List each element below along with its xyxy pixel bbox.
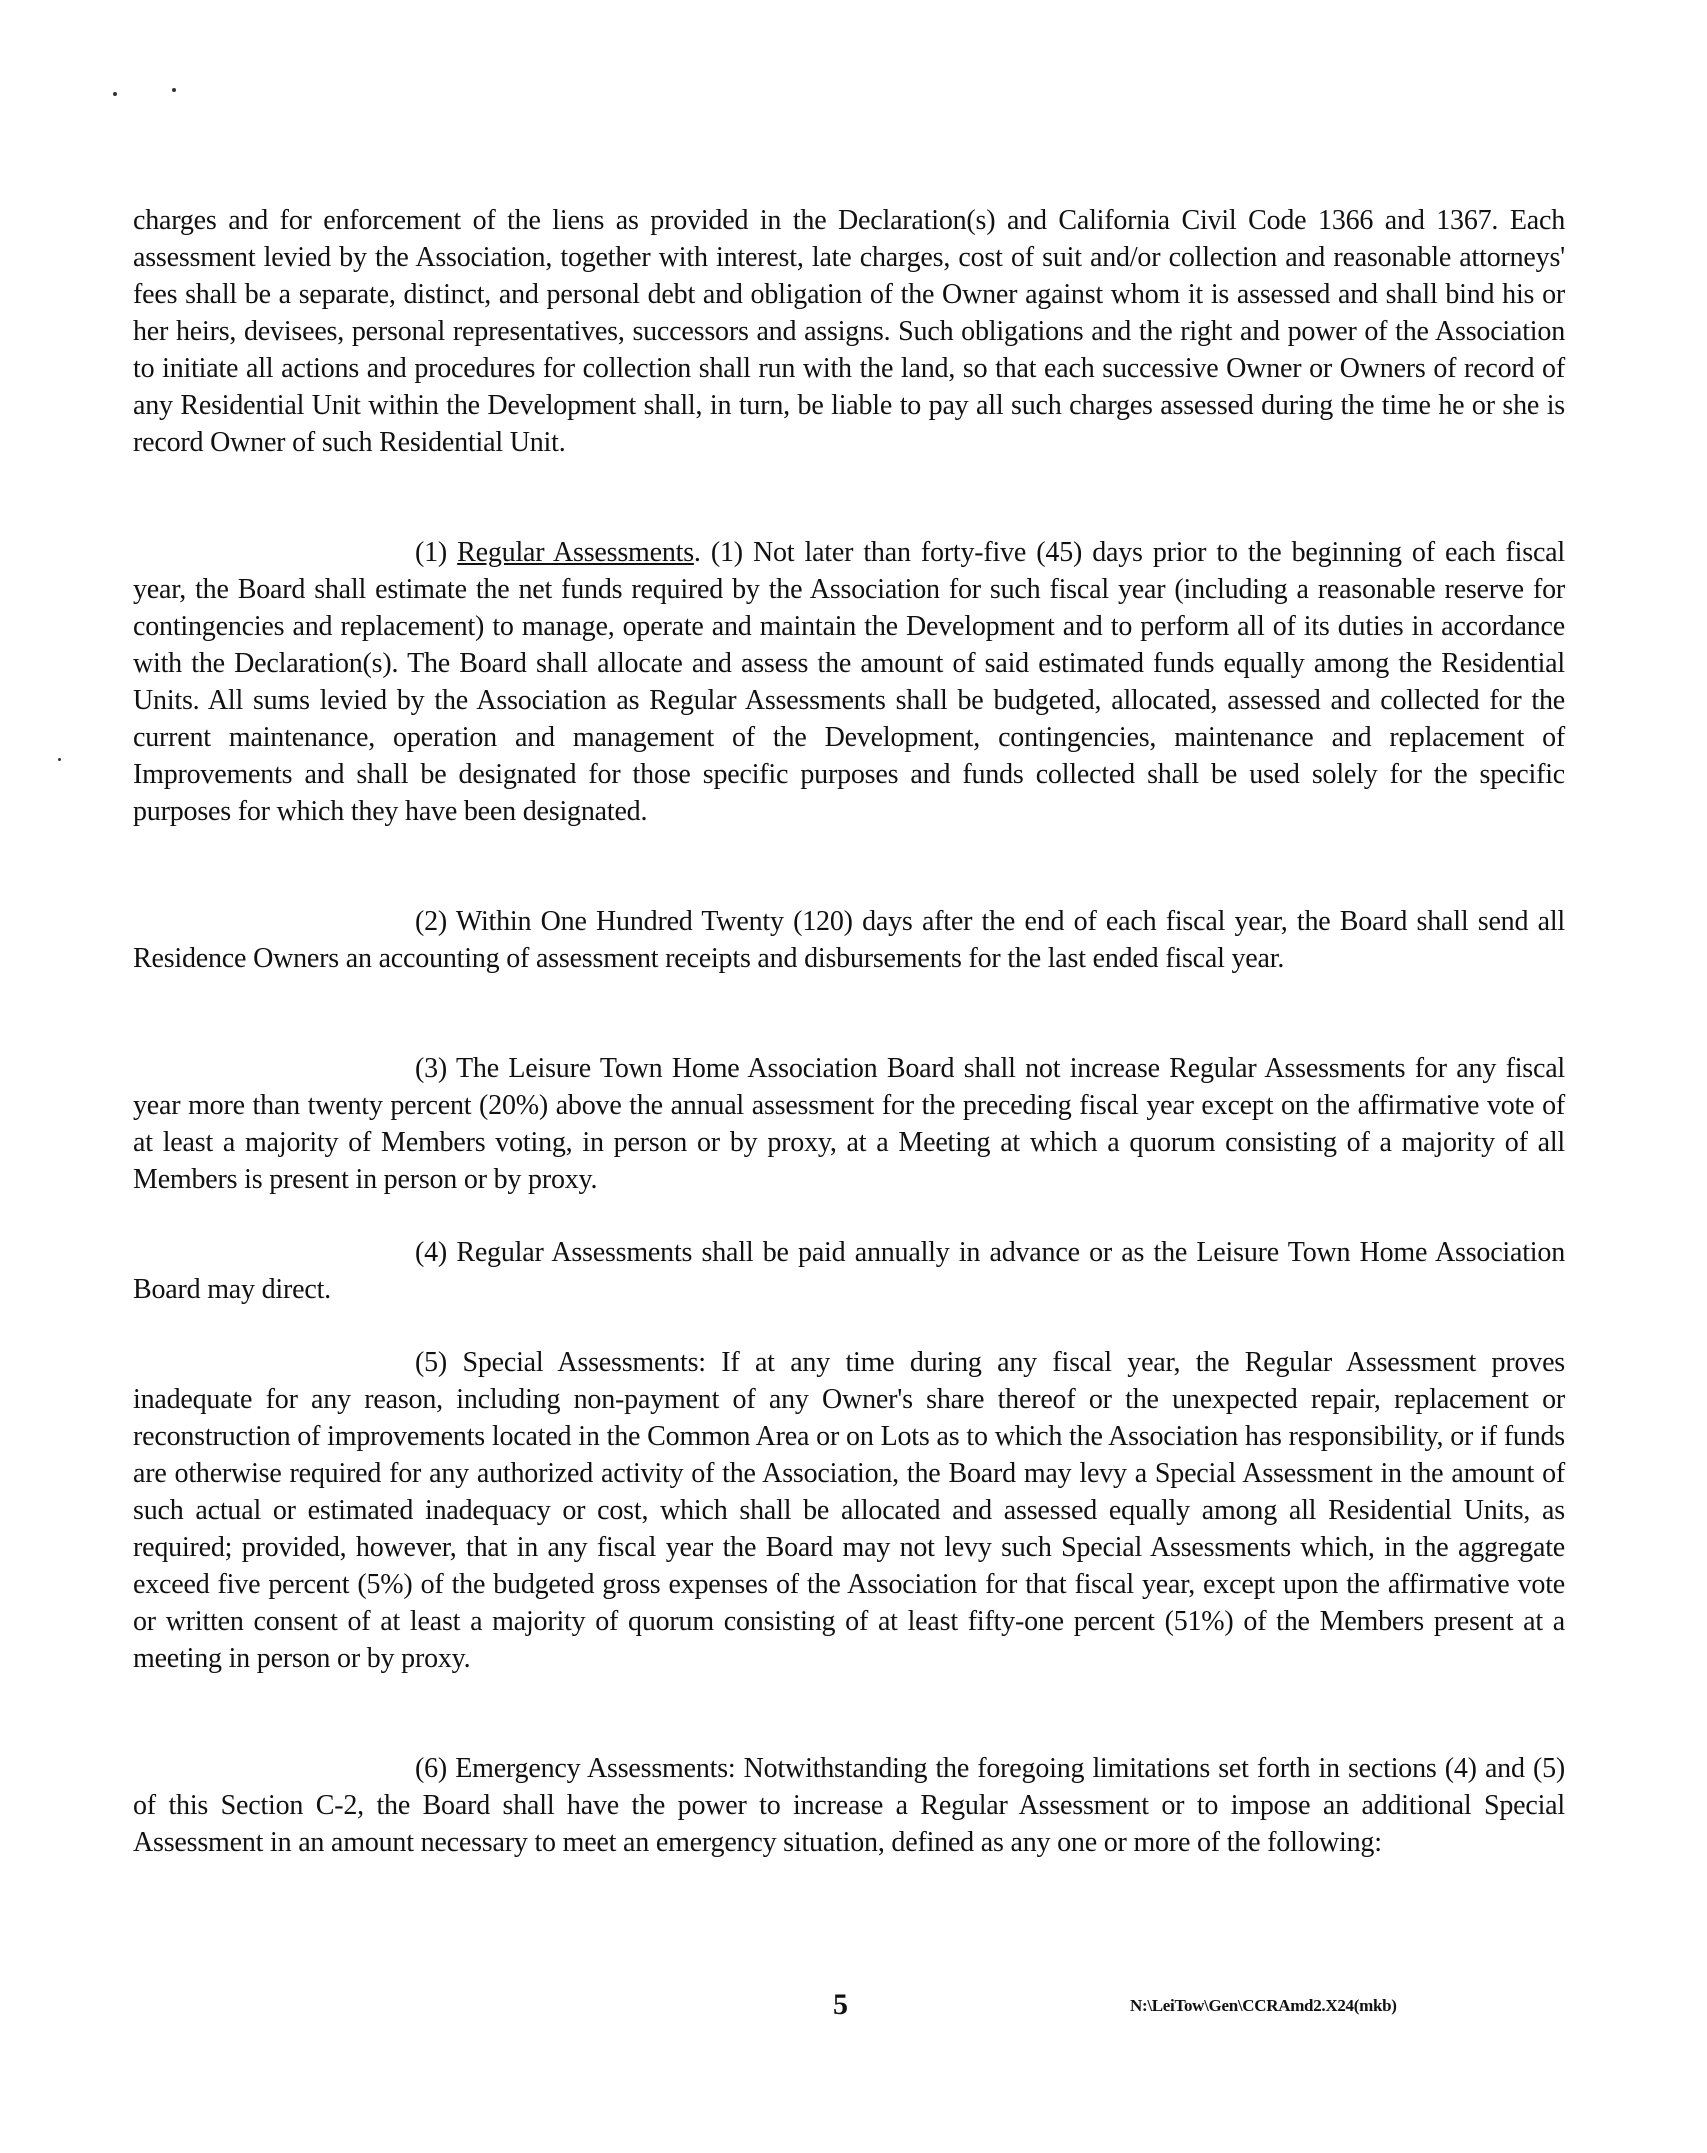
- paragraph-regular-assessments: [133, 534, 1565, 830]
- paragraph-continuation: charges and for enforcement of the liens as provided in the Declaration(s) and California Civil Code 1366 and 1367. Each assessment levied by the Association, together with interest, late charges, cost of suit and/or collection and reasonable attorneys' fees shall be a separate, distinct, and personal debt and obligation of the Owner against whom it is assessed and shall bind his or her heirs, devisees, personal representatives, successors and assigns. Such obligations and the right and power of the Association to initiate all actions and procedures for collection shall run with the land, so that each successive Owner or Owners of record of any Residential Unit within the Development shall, in turn, be liable to pay all such charges assessed during the time he or she is record Owner of such Residential Unit.: [133, 205, 1565, 458]
- file-path: N:\LeiTow\Gen\CCRAmd2.X24(mkb): [1130, 1996, 1397, 2015]
- paragraph-body: (6) Emergency Assessments: Notwithstanding the foregoing limitations set forth in sections (4) and (5) of this Section C-2, the Board shall have the power to increase a Regular Assessment or to impose an additional Special Assessment in an amount necessary to meet an emergency situation, defined as any one or more of the following:: [133, 1753, 1565, 1858]
- section-heading: Regular Assessments: [457, 537, 694, 568]
- paragraph-body: (5) Special Assessments: If at any time during any fiscal year, the Regular Assessment proves inadequate for any reason, including non-payment of any Owner's share thereof or the unexpected repair, replacement or reconstruction of improvements located in the Common Area or on Lots as to which the Association has responsibility, or if funds are otherwise required for any authorized activity of the Association, the Board may levy a Special Assessment in the amount of such actual or estimated inadequacy or cost, which shall be allocated and assessed equally among all Residential Units, as required; provided, however, that in any fiscal year the Board may not levy such Special Assessments which, in the aggregate exceed five percent (5%) of the budgeted gross expenses of the Association for that fiscal year, except upon the affirmative vote or written consent of at least a majority of quorum consisting of at least fifty-one percent (51%) of the Members present at a meeting in person or by proxy.: [133, 1347, 1565, 1674]
- paragraph-body: (4) Regular Assessments shall be paid annually in advance or as the Leisure Town Home Association Board may direct.: [133, 1237, 1565, 1305]
- paragraph-body: (3) The Leisure Town Home Association Board shall not increase Regular Assessments for any fiscal year more than twenty percent (20%) above the annual assessment for the preceding fiscal year except on the affirmative vote of at least a majority of Members voting, in person or by proxy, at a Meeting at which a quorum consisting of a majority of all Members is present in person or by proxy.: [133, 1053, 1565, 1195]
- scan-speck: [172, 88, 176, 92]
- paragraph-special-assessments: [133, 1344, 1565, 1677]
- paragraph-body: (2) Within One Hundred Twenty (120) days after the end of each fiscal year, the Board shall send all Residence Owners an accounting of assessment receipts and disbursements for the last ended fiscal year.: [133, 906, 1565, 974]
- paragraph-assessment-increase-limit: [133, 1050, 1565, 1198]
- paragraph-payment-schedule: [133, 1234, 1565, 1308]
- paragraph-accounting: [133, 903, 1565, 977]
- scan-speck: [58, 758, 61, 761]
- page-number: 5: [833, 1988, 848, 2021]
- scan-speck: [113, 92, 117, 96]
- paragraph-body: . (1) Not later than forty-five (45) days prior to the beginning of each fiscal year, the Board shall estimate the net funds required by the Association for such fiscal year (including a reasonable reserve for contingencies and replacement) to manage, operate and maintain the Development and to perform all of its duties in accordance with the Declaration(s). The Board shall allocate and assess the amount of said estimated funds equally among the Residential Units. All sums levied by the Association as Regular Assessments shall be budgeted, allocated, assessed and collected for the current maintenance, operation and management of the Development, contingencies, maintenance and replacement of Improvements and shall be designated for those specific purposes and funds collected shall be used solely for the specific purposes for which they have been designated.: [133, 537, 1565, 827]
- paragraph-number: (1): [415, 537, 458, 568]
- paragraph-emergency-assessments: [133, 1750, 1565, 1861]
